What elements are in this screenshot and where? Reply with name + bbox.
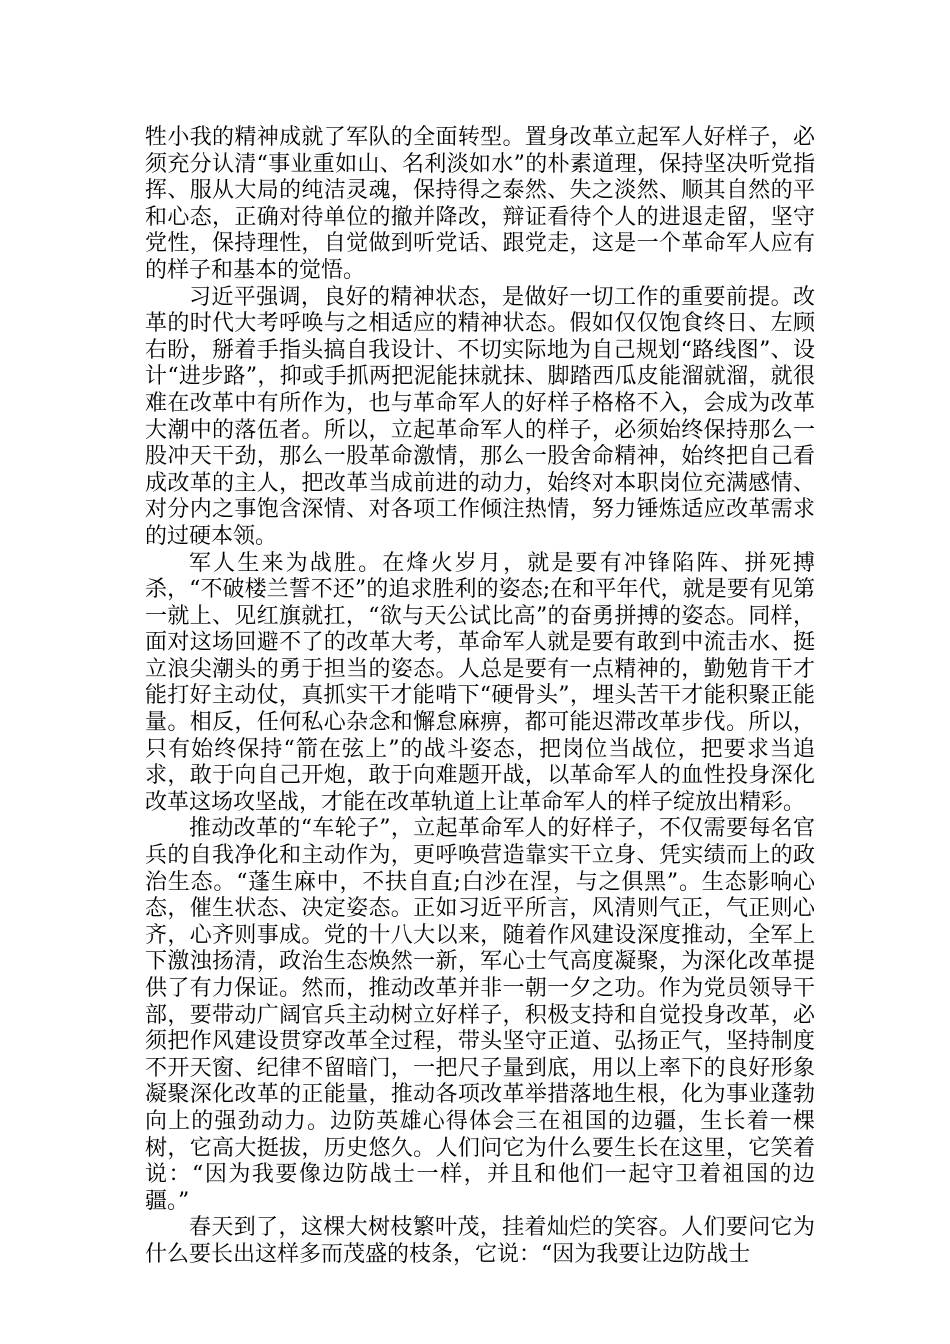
paragraph-3: 军人生来为战胜。在烽火岁月，就是要有冲锋陷阵、拼死搏杀，“不破楼兰誓不还”的追求胜利的姿态;在和平年代，就是要有见第一就上、见红旗就扛，“欲与天公试比高”的奋勇拼搏的姿态。同样，面对这场回避不了的改革大考，革命军人就是要有敢到中流击水、挺立浪尖潮头的勇于担当的姿态。人总是要有一点精神的，勤勉肯干才能打好主动仗，真抓实干才能啃下“硬骨头”，埋头苦干才能积聚正能量。相反，任何私心杂念和懈怠麻痹，都可能迟滞改革步伐。所以，只有始终保持“箭在弦上”的战斗姿态，把岗位当战位，把要求当追求，敢于向自己开炮，敢于向难题开战，以革命军人的血性投身深化改革这场攻坚战，才能在改革轨道上让革命军人的样子绽放出精彩。 [145,550,815,815]
document-body [145,125,815,1269]
paragraph-1: 牲小我的精神成就了军队的全面转型。置身改革立起军人好样子，必须充分认清“事业重如山、名利淡如水”的朴素道理，保持坚决听党指挥、服从大局的纯洁灵魂，保持得之泰然、失之淡然、顺其自然的平和心态，正确对待单位的撤并降改，辩证看待个人的进退走留，坚守党性，保持理性，自觉做到听党话、跟党走，这是一个革命军人应有的样子和基本的觉悟。 [145,125,815,283]
paragraph-2: 习近平强调，良好的精神状态，是做好一切工作的重要前提。改革的时代大考呼唤与之相适应的精神状态。假如仅仅饱食终日、左顾右盼，掰着手指头搞自我设计、不切实际地为自己规划“路线图”、设计“进步路”，抑或手抓两把泥能抹就抹、脚踏西瓜皮能溜就溜，就很难在改革中有所作为，也与革命军人的好样子格格不入，会成为改革大潮中的落伍者。所以，立起革命军人的样子，必须始终保持那么一股冲天干劲，那么一股革命激情，那么一股舍命精神，始终把自己看成改革的主人，把改革当成前进的动力，始终对本职岗位充满感情、对分内之事饱含深情、对各项工作倾注热情，努力锤炼适应改革需求的过硬本领。 [145,284,815,549]
paragraph-4: 推动改革的“车轮子”，立起革命军人的好样子，不仅需要每名官兵的自我净化和主动作为，更呼唤营造靠实干立身、凭实绩而上的政治生态。“蓬生麻中，不扶自直;白沙在涅，与之俱黑”。生态影响心态，催生状态、决定姿态。正如习近平所言，风清则气正，气正则心齐，心齐则事成。党的十八大以来，随着作风建设深度推动，全军上下激浊扬清，政治生态焕然一新，军心士气高度凝聚，为深化改革提供了有力保证。然而，推动改革并非一朝一夕之功。作为党员领导干部，要带动广阔官兵主动树立好样子，积极支持和自觉投身改革，必须把作风建设贯穿改革全过程，带头坚守正道、弘扬正气，坚持制度不开天窗、纪律不留暗门，一把尺子量到底，用以上率下的良好形象凝聚深化改革的正能量，推动各项改革举措落地生根，化为事业蓬勃向上的强劲动力。边防英雄心得体会三在祖国的边疆，生长着一棵树，它高大挺拔，历史悠久。人们问它为什么要生长在这里，它笑着说：“因为我要像边防战士一样，并且和他们一起守卫着祖国的边疆。” [145,816,815,1214]
paragraph-5: 春天到了，这棵大树枝繁叶茂，挂着灿烂的笑容。人们要问它为什么要长出这样多而茂盛的枝条，它说：“因为我要让边防战士 [145,1215,815,1267]
